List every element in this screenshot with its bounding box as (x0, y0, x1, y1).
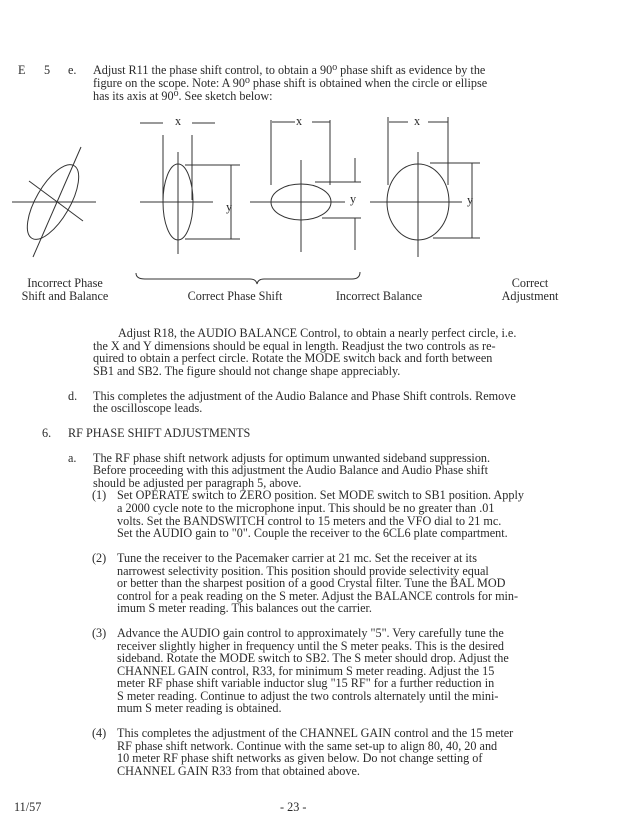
label-incorrect-phase: Shift and Balance (21, 289, 109, 303)
text-line: This completes the adjustment of the Audio Balance and Phase Shift controls. Remove (93, 389, 516, 403)
text-line: a 2000 cycle note to the microphone input. This should be no greater than .01 (117, 501, 495, 515)
item-marker-d: d. (68, 389, 78, 403)
incorrect-balance-figure (250, 120, 361, 252)
text-line: mum S meter reading is obtained. (117, 701, 282, 715)
text-line: RF phase shift network. Continue with the same set-up to align 80, 40, 20 and (117, 739, 498, 753)
page-number: - 23 - (280, 800, 307, 814)
section-6-number: 6. (42, 426, 52, 440)
dim-y-label: y (350, 192, 357, 206)
incorrect-phase-figure (12, 146, 96, 257)
dim-x-label: x (296, 114, 303, 128)
text-line: This completes the adjustment of the CHANNEL GAIN control and the 15 meter (117, 726, 514, 740)
label-incorrect-balance: Incorrect Balance (335, 289, 423, 303)
section-6-heading: RF PHASE SHIFT ADJUSTMENTS (68, 426, 251, 440)
text-line: imum S meter reading. This balances out the carrier. (117, 601, 372, 615)
step-marker: (1) (92, 488, 107, 502)
text-line: Tune the receiver to the Pacemaker carrier at 21 mc. Set the receiver at its (117, 551, 477, 565)
dim-x-label: x (175, 114, 182, 128)
text-line: The RF phase shift network adjusts for optimum unwanted sideband suppression. (93, 451, 491, 465)
correct-phase-shift-figure (140, 123, 240, 254)
text-line: Adjust R18, the AUDIO BALANCE Control, to obtain a nearly perfect circle, i.e. (118, 326, 517, 340)
item-marker-a: a. (68, 451, 77, 465)
text-line: control for a peak reading on the S meter. Adjust the BALANCE controls for min- (117, 589, 519, 603)
text-line: CHANNEL GAIN R33 from that obtained above. (117, 764, 360, 778)
text-line: or better than the sharpest position of a good Crystal filter. Tune the BAL MOD (117, 576, 506, 590)
dim-y-label: y (467, 193, 474, 207)
step-marker: (3) (92, 626, 107, 640)
text-line: should be adjusted per paragraph 5, above. (93, 476, 302, 490)
text-line: Set OPERATE switch to ZERO position. Set MODE switch to SB1 position. Apply (117, 488, 524, 502)
dim-x-label: x (414, 114, 421, 128)
text-line: the X and Y dimensions should be equal in length. Readjust the two controls as re- (93, 339, 496, 353)
correct-adjustment-figure (370, 114, 480, 257)
text-line: the oscilloscope leads. (93, 401, 203, 415)
text-line: quired to obtain a perfect circle. Rotate the MODE switch back and forth between (93, 351, 493, 365)
text-line: has its axis at 90⁰. See sketch below: (93, 89, 273, 103)
brace (136, 272, 360, 284)
step-marker: (2) (92, 551, 107, 565)
section-number: 5 (44, 63, 51, 77)
text-line: Advance the AUDIO gain control to approximately "5". Very carefully tune the (117, 626, 504, 640)
dim-y-label: y (226, 200, 233, 214)
section-letter: E (18, 63, 26, 77)
label-correct-phase-shift: Correct Phase Shift (187, 289, 283, 303)
text-line: Adjust R11 the phase shift control, to obtain a 90⁰ phase shift as evidence by the (93, 63, 486, 77)
text-line: CHANNEL GAIN control, R33, for minimum S meter reading. Adjust the 15 (117, 664, 495, 678)
phase-shift-sketch (0, 0, 637, 300)
label-correct-adjustment: Adjustment (501, 289, 559, 303)
text-line: Set the AUDIO gain to "0". Couple the receiver to the 6CL6 plate compartment. (117, 526, 508, 540)
text-line: volts. Set the BANDSWITCH control to 15 meters and the VFO dial to 21 mc. (117, 514, 502, 528)
label-incorrect-phase: Incorrect Phase (27, 276, 103, 290)
text-line: S meter reading. Continue to adjust the two controls alternately until the mini- (117, 689, 499, 703)
text-line: 10 meter RF phase shift networks as given below. Do not change setting of (117, 751, 483, 765)
text-line: SB1 and SB2. The figure should not change shape appreciably. (93, 364, 401, 378)
text-line: Before proceeding with this adjustment the Audio Balance and Audio Phase shift (93, 463, 488, 477)
text-line: receiver slightly higher in frequency until the S meter peaks. This is the desired (117, 639, 504, 653)
footer-date: 11/57 (14, 800, 42, 814)
text-line: meter RF phase shift variable inductor slug "15 RF" for a further reduction in (117, 676, 495, 690)
label-correct-adjustment: Correct (511, 276, 549, 290)
text-line: figure on the scope. Note: A 90⁰ phase shift is obtained when the circle or ellipse (93, 76, 488, 90)
step-marker: (4) (92, 726, 107, 740)
item-marker-e: e. (68, 63, 77, 77)
text-line: sideband. Rotate the MODE switch to SB2. The S meter should drop. Adjust the (117, 651, 509, 665)
text-line: narrowest selectivity position. This position should provide selectivity equal (117, 564, 489, 578)
